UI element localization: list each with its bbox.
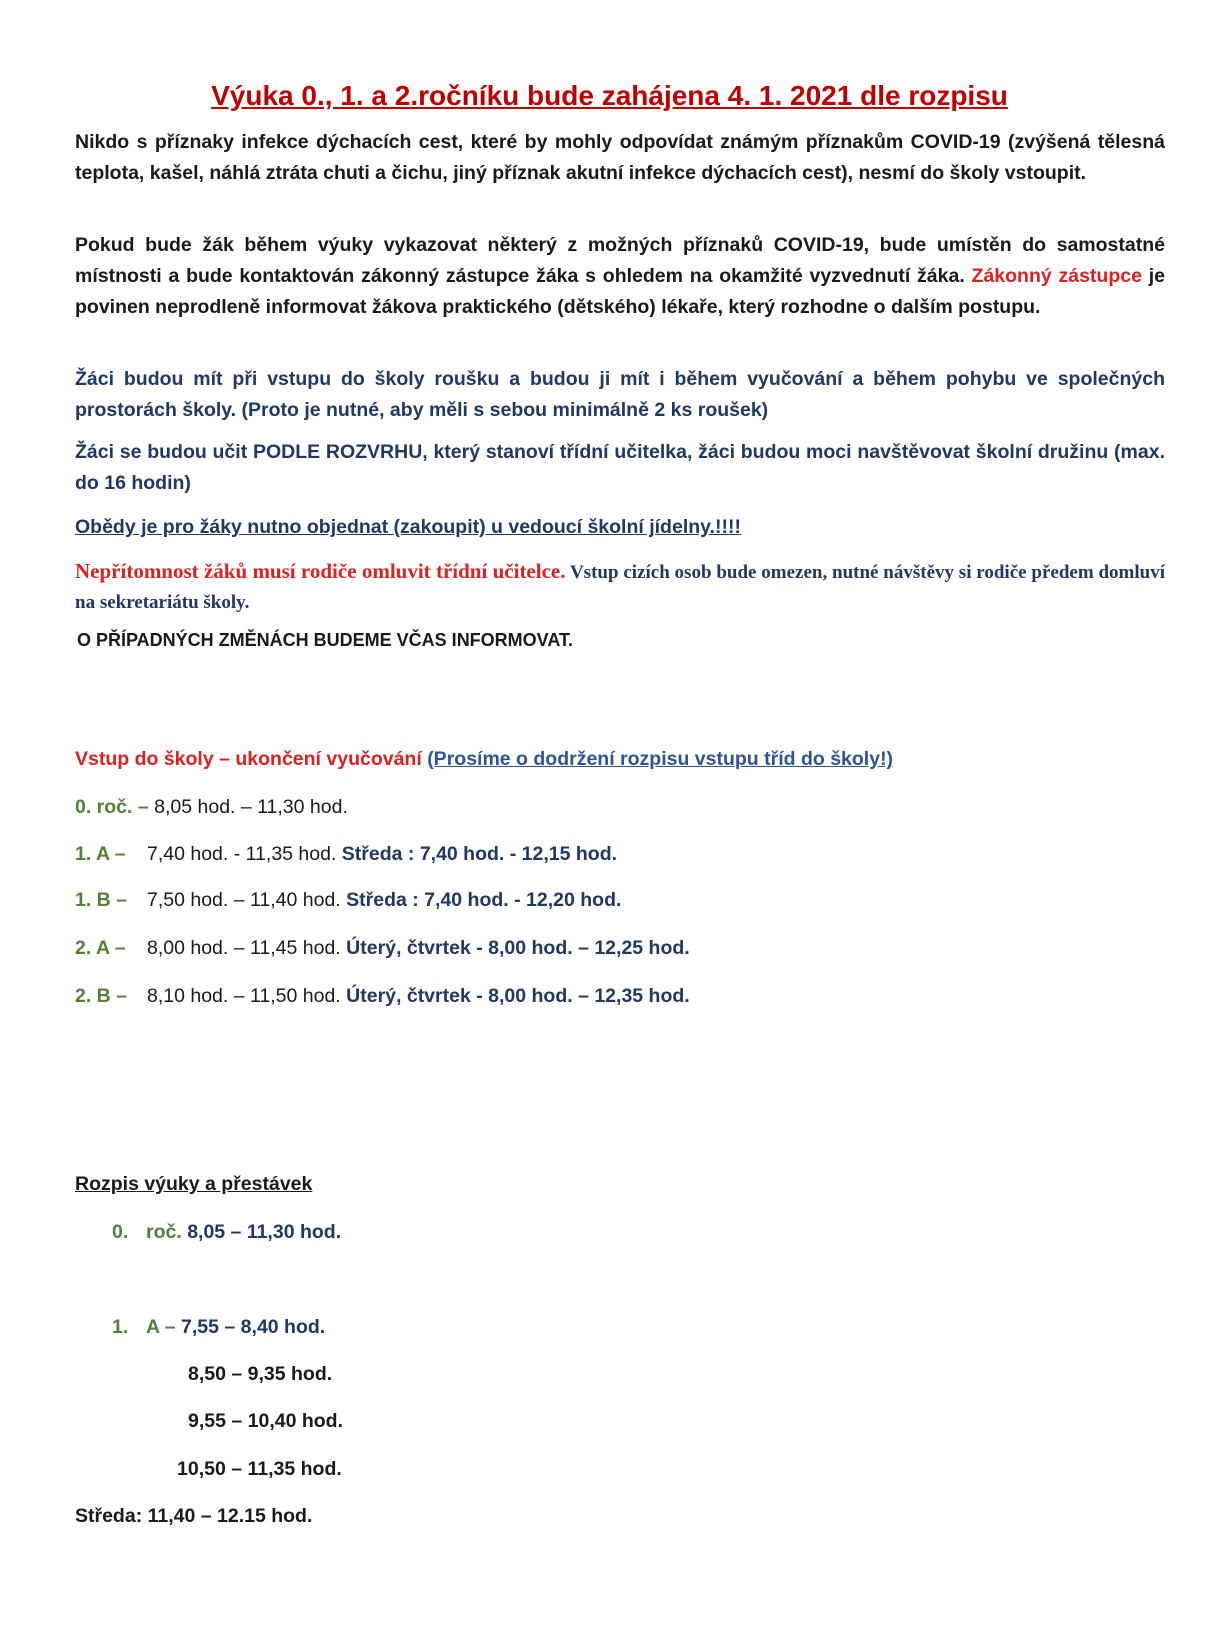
entry-row-times: 7,40 hod. - 11,35 hod. [147,843,337,865]
entry-row-label: 2. B – [75,985,128,1007]
entry-row-label: 1. B – [75,889,128,911]
schedule-grade-number: 0. [112,1221,129,1243]
schedule-slot: 10,50 – 11,35 hod. [177,1458,342,1480]
entry-row-extra: Středa : 7,40 hod. - 12,15 hod. [341,843,618,865]
entry-row [75,985,690,1008]
entry-heading-text: Vstup do školy – ukončení vyučování [75,748,422,770]
paragraph-during-lessons-text-2: je povinen neprodleně informovat žákova praktického (dětského) lékaře, který rozhodne o dalším postupu. [75,265,1165,318]
paragraph-timetable: Žáci se budou učit PODLE ROZVRHU, který stanoví třídní učitelka, žáci budou moci navštěvovat školní družinu (max. do 16 hodin) [75,441,1165,494]
schedule-grade-time: 8,05 – 11,30 hod. [187,1221,342,1243]
entry-row-extra: Úterý, čtvrtek - 8,00 hod. – 12,35 hod. [346,985,690,1007]
entry-heading [75,748,893,771]
schedule-grade-number: 1. [112,1316,129,1338]
paragraph-lunch: Obědy je pro žáky nutno objednat (zakoupit) u vedoucí školní jídelny.!!!! [75,516,741,538]
entry-row [75,889,621,912]
entry-row-extra: Úterý, čtvrtek - 8,00 hod. – 12,25 hod. [346,937,690,959]
entry-row [75,937,690,960]
document-title: Výuka 0., 1. a 2.ročníku bude zahájena 4. 1. 2021 dle rozpisu [211,80,1008,111]
changes-notice: O PŘÍPADNÝCH ZMĚNÁCH BUDEME VČAS INFORMOVAT. [77,630,574,650]
entry-row-extra: Středa : 7,40 hod. - 12,20 hod. [346,889,622,911]
entry-row [75,796,348,819]
paragraph-symptoms: Nikdo s příznaky infekce dýchacích cest, které by mohly odpovídat známým příznakům COVID-19 (zvýšená tělesná teplota, kašel, náhlá ztráta chuti a čichu, jiný příznak akutní infekce dýchacích cest), nesmí do školy vstoupit. [75,131,1165,184]
entry-row-times: 8,05 hod. – 11,30 hod. [154,796,348,818]
entry-row-label: 2. A – [75,937,126,959]
entry-row-times: 7,50 hod. – 11,40 hod. [147,889,341,911]
entry-row-times: 8,10 hod. – 11,50 hod. [147,985,341,1007]
schedule-slot: 8,50 – 9,35 hod. [188,1363,333,1385]
paragraph-absence [75,556,1165,618]
paragraph-during-lessons-text: Pokud bude žák během výuky vykazovat některý z možných příznaků COVID-19, bude umístěn do samostatné místnosti a bude kontaktován zákonný zástupce žáka s ohledem na okamžité vyzvednutí žáka. [75,234,1165,287]
entry-row-times: 8,00 hod. – 11,45 hod. [147,937,341,959]
schedule-wednesday: Středa: 11,40 – 12.15 hod. [75,1505,313,1527]
absence-highlight: Nepřítomnost žáků musí rodiče omluvit třídní učitelce. [75,559,566,583]
schedule-row-grade-1 [112,1316,325,1339]
entry-row-label: 1. A – [75,843,126,865]
schedule-slot: 9,55 – 10,40 hod. [188,1410,344,1432]
schedule-grade-time: 7,55 – 8,40 hod. [181,1316,326,1338]
entry-row-label: 0. roč. – [75,796,149,818]
schedule-grade-label: A – [146,1316,176,1338]
entry-heading-note: (Prosíme o dodržení rozpisu vstupu tříd do školy!) [427,748,894,770]
schedule-heading: Rozpis výuky a přestávek [75,1173,313,1195]
schedule-grade-label: roč. [146,1221,182,1243]
legal-guardian-highlight: Zákonný zástupce [971,265,1142,287]
paragraph-during-lessons [75,230,1165,323]
paragraph-masks: Žáci budou mít při vstupu do školy roušku a budou ji mít i během vyučování a během pohybu ve společných prostorách školy. (Proto je nutné, aby měli s sebou minimálně 2 ks roušek) [75,368,1165,421]
entry-row [75,843,617,866]
schedule-row-grade-0 [112,1221,341,1244]
visitors-text: Vstup cizích osob bude omezen, nutné návštěvy si rodiče předem domluví na sekretariátu školy. [75,562,1165,613]
